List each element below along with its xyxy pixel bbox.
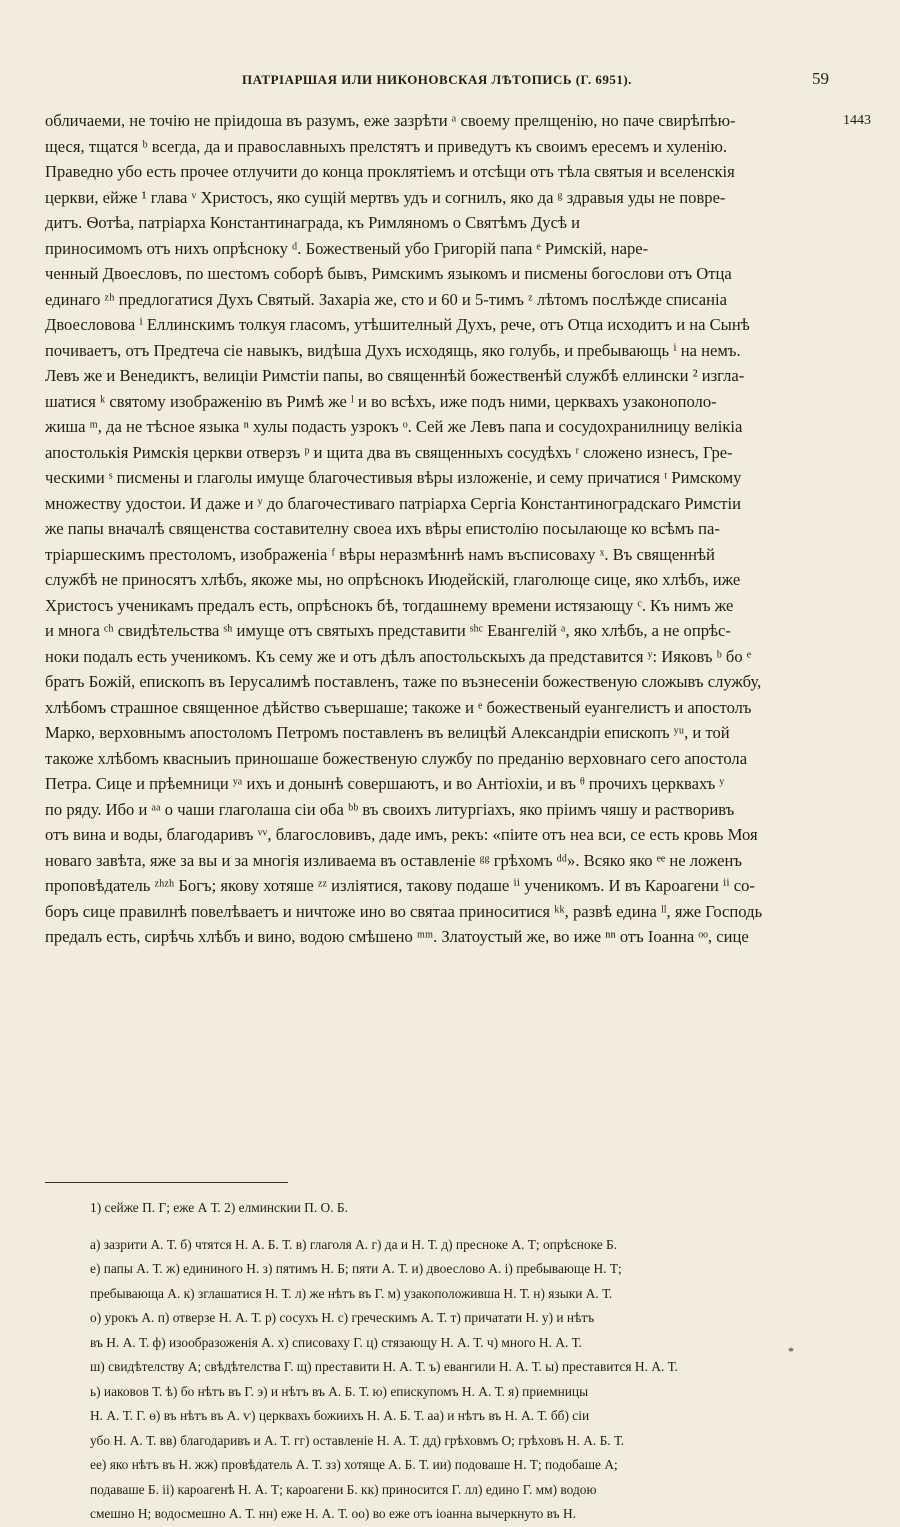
footnote-line: ь) иаковов Т. ѣ) бо нѣтъ въ Г. э) и нѣтъ въ А. Б. Т. ю) епискупомъ Н. А. Т. я) приемницы [90, 1383, 589, 1399]
footnote-line: о) урокъ А. п) отверзе Н. А. Т. р) сосухъ Н. с) греческимъ А. Т. т) причатати Н. у) и нѣтъ [90, 1310, 595, 1325]
text-line: предалъ есть, сирѣчь хлѣбъ и вино, водою смѣшено ᵐᵐ. Златоустый же, во иже ⁿⁿ отъ Іоанна ᵒᵒ, сице [45, 927, 749, 946]
page-header [45, 69, 829, 96]
footnote-line: е) папы А. Т. ж) едининого Н. з) пятимъ Н. Б; пяти А. Т. и) двоеслово А. і) пребывающе Н. Т; [90, 1261, 622, 1276]
text-line: Праведно убо есть прочее отлучити до конца проклятіемъ и отсѣщи отъ тѣла святыя и вселенскія [45, 162, 735, 181]
text-line: проповѣдатель ᶻʰᶻʰ Богъ; якову хотяше ᶻᶻ изліятися, такову подаше ⁱⁱ ученикомъ. И въ Кароагени ⁱⁱ со- [45, 876, 755, 895]
text-line: и многа ᶜʰ свидѣтельства ˢʰ имуще отъ святыхъ представити ˢʰᶜ Евангелій ᵃ, яко хлѣбъ, а не опрѣс- [45, 621, 731, 640]
text-line: Двоесловова ⁱ Еллинскимъ толкуя гласомъ, утѣшителный Духъ, рече, отъ Отца исходитъ и на Сынѣ [45, 315, 750, 334]
footnote-gap [90, 1221, 830, 1233]
text-line: ноки подалъ есть ученикомъ. Къ сему же и отъ дѣлъ апостольскыхъ да представится ʸ: Ияковъ ᵇ бо ᵉ [45, 646, 752, 666]
text-line: отъ вина и воды, благодаривъ ᵛᵛ, благословивъ, даде имъ, рекъ: «піите отъ неа вси, се есть кровь Моя [45, 825, 758, 844]
footnote-line: смешно Н; водосмешно А. Т. нн) еже Н. А. Т. оо) во еже отъ іоанна вычеркнуто въ Н. [90, 1506, 576, 1521]
text-line: ческими ˢ писмены и глаголы имуще благочестивыя вѣры изложеніе, и сему причатися ᵗ Римскому [45, 468, 742, 487]
text-line: боръ сице правилнѣ повелѣваетъ и ничтоже ино во святаа приноситися ᵏᵏ, развѣ едина ˡˡ, яже Господь [45, 901, 763, 921]
text-line: обличаеми, не точію не пріидоша въ разумъ, еже зазрѣти ᵃ своему прелщенію, но паче свирѣпѣю- [45, 111, 736, 130]
footnotes [90, 1196, 830, 1527]
text-line: церкви, ейже ¹ глава ᵛ Христосъ, яко сущій мертвъ удъ и согнилъ, яко да ᵍ здравыя уды не повре- [45, 187, 726, 207]
footnote-line: а) зазрити А. Т. б) чтятся Н. А. Б. Т. в) глаголя А. г) да и Н. Т. д) пресноке А. Т; опрѣсноке Б. [90, 1236, 618, 1252]
text-line: единаго ᶻʰ предлогатися Духъ Святый. Захаріа же, сто и 60 и 5-тимъ ᶻ лѣтомъ послѣжде списаніа [45, 289, 727, 309]
text-line: почиваетъ, отъ Предтеча сіе навыкъ, видѣша Духъ исходящь, яко голубь, и пребывающь ⁱ на немъ. [45, 340, 741, 360]
footnote-line: пребывающа А. к) зглашатися Н. Т. л) же нѣтъ въ Г. м) узакоположивша Н. Т. н) языки А. Т. [90, 1285, 613, 1301]
text-line: приносимомъ отъ нихъ опрѣсноку ᵈ. Божественый убо Григорій папа ᵉ Римскій, наре- [45, 238, 649, 258]
main-text [45, 108, 835, 950]
text-line: хлѣбомъ страшное священное дѣйство съвершаше; такоже и ᵉ божественый еуангелистъ и апостолъ [45, 697, 752, 717]
footnote-line: ее) яко нѣтъ въ Н. жж) провѣдатель А. Т. зз) хотяще А. Б. Т. ии) подоваше Н. Т; подобаше А; [90, 1457, 618, 1472]
text-line: такоже хлѣбомъ квасныиъ приношаше божественую службу по преданію верховнаго сего апостола [45, 748, 748, 768]
text-line: Петра. Сице и прѣемници ʸᵃ ихъ и донынѣ совершаютъ, и во Антіохіи, и въ ᶿ прочихъ церквахъ ʸ [45, 774, 725, 793]
text-line: же папы вначалѣ священства составителну своеа ихъ вѣры епистолію посылающе ко всѣмъ па- [45, 519, 720, 538]
text-line: шатися ᵏ святому изображенію въ Римѣ же ˡ и во всѣхъ, иже подъ ними, церквахъ узаконополо- [45, 391, 717, 411]
text-line: Марко, верховнымъ апостоломъ Петромъ поставленъ въ велицѣй Александріи епископъ ʸᵘ, и той [45, 723, 730, 742]
text-line: по ряду. Ибо и ᵃᵃ о чаши глаголаша сіи оба ᵇᵇ въ своихъ литургіахъ, яко пріимъ чяшу и растворивъ [45, 799, 735, 819]
text-line: ченный Двоесловъ, по шестомъ соборѣ бывъ, Римскимъ языкомъ и писмены богослови отъ Отца [45, 264, 732, 283]
running-title: ПАТРІАРШАЯ ИЛИ НИКОНОВСКАЯ ЛѢТОПИСЬ (Г. 6951). [242, 72, 632, 87]
margin-year: 1443 [843, 113, 871, 128]
footnote-line: Н. А. Т. Г. ѳ) въ нѣтъ въ А. ѵ) церквахъ божиихъ Н. А. Б. Т. аа) и нѣтъ въ Н. А. Т. бб) сіи [90, 1408, 590, 1423]
text-line: дитъ. Ѳотѣа, патріарха Константинаграда, къ Римляномъ о Святѣмъ Дусѣ и [45, 213, 580, 232]
text-line: щеся, тщатся ᵇ всегда, да и православныхъ прелстятъ и приведутъ къ своимъ ересемъ и хуленію. [45, 136, 728, 156]
text-line: братъ Божій, епископъ въ Іерусалимѣ поставленъ, таже по възнесеніи божественую сложывъ службу, [45, 672, 762, 691]
footnote-line: ш) свидѣтелству А; свѣдѣтелства Г. щ) преставити Н. А. Т. ъ) евангили Н. А. Т. ы) преставится Н. А. Т. [90, 1359, 678, 1374]
text-line: жиша ᵐ, да не тѣсное языка ⁿ хулы подасть узрокъ ᵒ. Сей же Левъ папа и сосудохранилницу велікіа [45, 417, 743, 436]
text-line: службѣ не приносятъ хлѣбъ, якоже мы, но опрѣснокъ Июдейскій, глаголюще сице, яко хлѣбъ, иже [45, 570, 741, 589]
footnote-line: въ Н. А. Т. ф) изообразоженія А. х) списоваху Г. ц) стязающу Н. А. Т. ч) много Н. А. Т. [90, 1334, 582, 1350]
footnote-rule [45, 1182, 288, 1183]
text-line: апостолькія Римскія церкви отверзъ ᵖ и щита два въ священныхъ сосудѣхъ ʳ сложено изнесъ, Гре- [45, 442, 733, 462]
footnote-line: убо Н. А. Т. вв) благодаривъ и А. Т. гг) оставленіе Н. А. Т. дд) грѣховмъ О; грѣховъ Н. А. Б. Т. [90, 1432, 625, 1448]
text-line: Левъ же и Венедиктъ, велиціи Римстіи папы, во священнѣй божественѣй службѣ еллински ² изгла- [45, 366, 745, 385]
numbered-footnotes: 1) сейже П. Г; еже А Т. 2) елминскии П. О. Б. [90, 1200, 348, 1215]
text-line: Христосъ ученикамъ предалъ есть, опрѣснокъ бѣ, тогдашнему времени истязающу ᶜ. Къ нимъ же [45, 595, 734, 615]
footnote-line: подаваше Б. іі) кароагенѣ Н. А. Т; кароагени Б. кк) приносится Г. лл) едино Г. мм) водою [90, 1481, 597, 1497]
text-line: тріаршескимъ престоломъ, изображеніа ᶠ вѣры неразмѣннѣ намъ въсписоваху ˣ. Въ священнѣй [45, 544, 715, 564]
page-number: 59 [812, 69, 829, 88]
text-line: множеству удостои. И даже и ʸ до благочестиваго патріарха Сергіа Константиноградскаго Римстіи [45, 493, 742, 513]
ornament-mark: * [788, 1344, 794, 1358]
text-line: новаго завѣта, яже за вы и за многія изливаема въ оставленіе ᵍᵍ грѣхомъ ᵈᵈ». Всяко яко ᵉᵉ не ложенъ [45, 850, 742, 870]
